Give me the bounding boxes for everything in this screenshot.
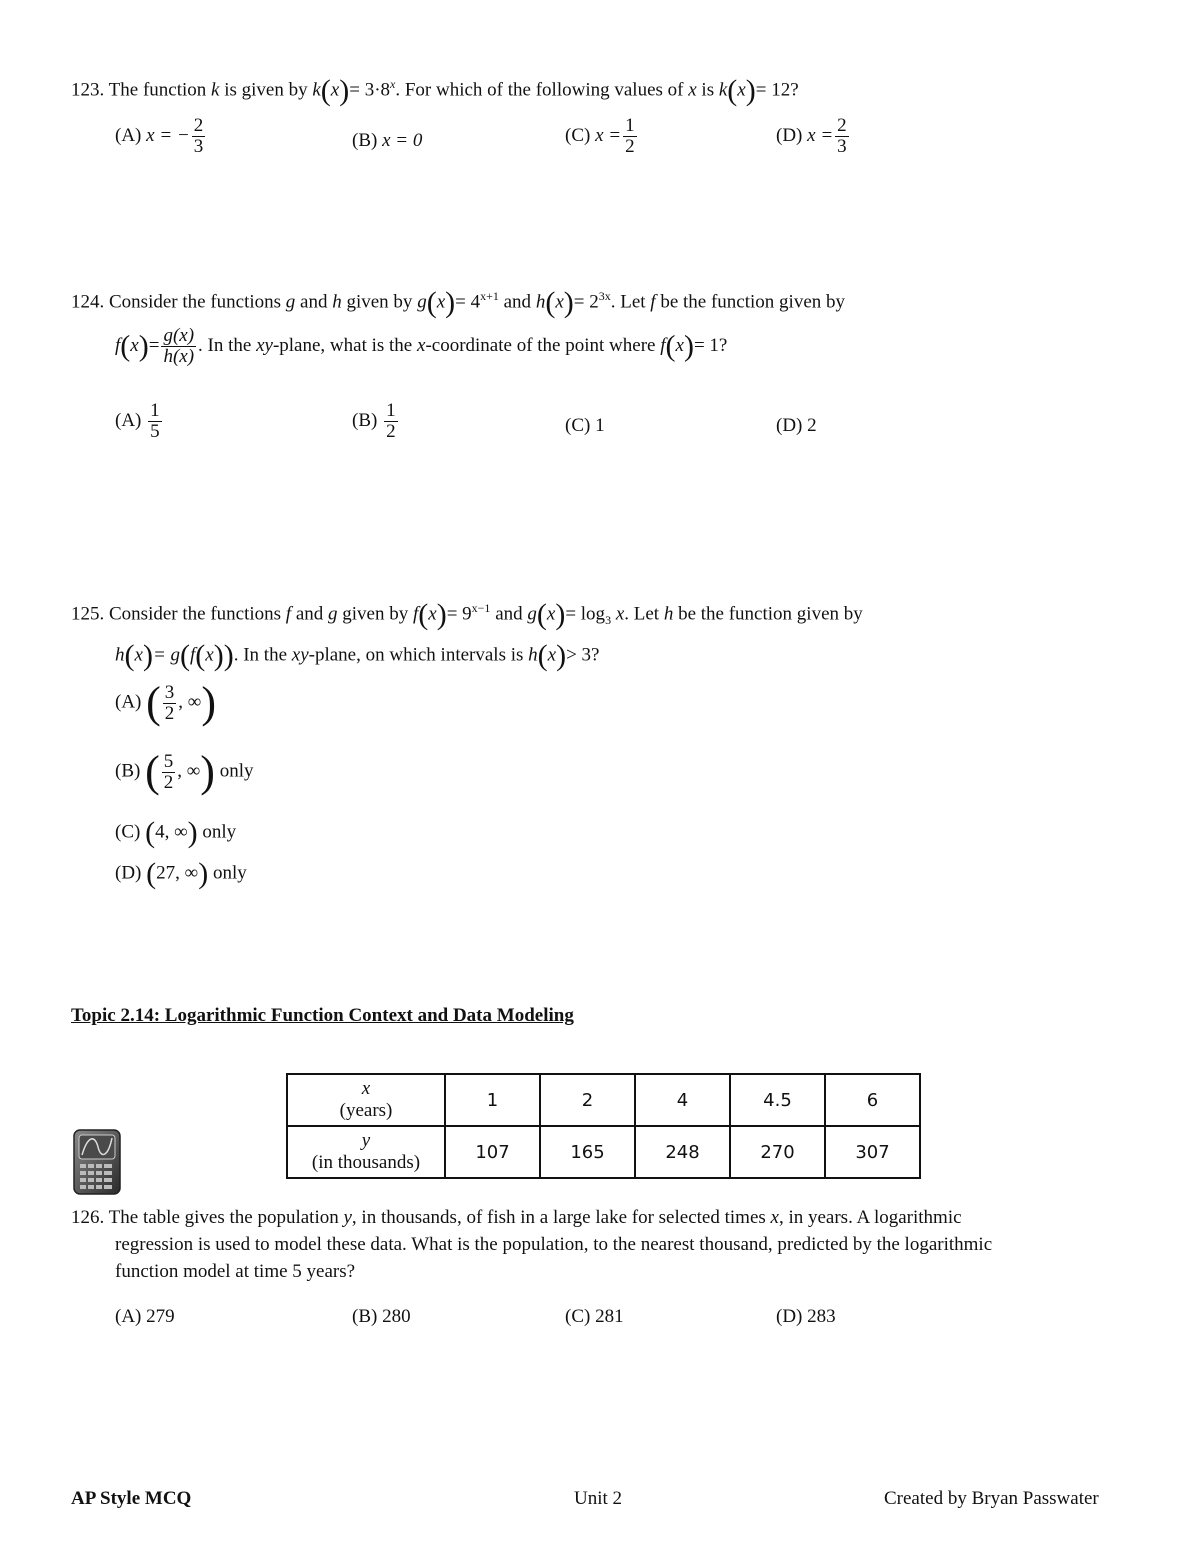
q126-stem-line3: function model at time 5 years? [115,1261,356,1282]
table-cell: 1 [445,1074,540,1126]
q123-number: 123. [71,79,105,101]
q124-choice-b[interactable]: (B) $\frac{1}{2}$ [352,400,396,442]
q123-choice-b[interactable]: (B) x = 0 [352,130,423,151]
table-cell: 6 [825,1074,920,1126]
q126-choice-d[interactable]: (D) 283 [776,1306,836,1327]
table-cell: 4 [635,1074,730,1126]
q123-choice-a[interactable]: (A) x = − $\frac{2}{3}$ [115,115,204,157]
q126-number: 126. [71,1207,105,1228]
q123-choice-d[interactable]: (D) x = $\frac{2}{3}$ [776,115,847,157]
q123-stem: 123. The function k is given by $k(x)= 3\cdot 8^x$. For which of the following values of x is k(x)= 12? [71,74,799,107]
q126-stem-line2: regression is used to model these data. What is the population, to the nearest thousand, predicted by the logarithmic [115,1234,993,1255]
q126-stem-line1: 126. The table gives the population y, in thousands, of fish in a large lake for selected times x, in years. A logarithmic [71,1207,962,1228]
table-cell: 4.5 [730,1074,825,1126]
q125-choice-b[interactable]: (B) ( $\frac{5}{2}$ , ∞) only [115,747,254,796]
q126-choice-b[interactable]: (B) 280 [352,1306,411,1327]
q124-choice-c[interactable]: (C) 1 [565,415,605,436]
footer-center: Unit 2 [574,1488,623,1509]
table-cell: 165 [540,1126,635,1178]
q125-choice-a[interactable]: (A) ( $\frac{3}{2}$ , ∞) [115,678,216,727]
topic-heading: Topic 2.14: Logarithmic Function Context and Data Modeling [71,1005,574,1026]
table-cell: 248 [635,1126,730,1178]
data-table [286,1073,921,1179]
q125-stem-line1: 125. Consider the functions f and g given by $f(x)= 9^{x-1}$ and $g(x)= \log_3 x$. Let h be the function given by [71,598,863,631]
q125-choice-d[interactable]: (D) (27, ∞) only [115,857,247,890]
table-cell: 2 [540,1074,635,1126]
q126-choice-c[interactable]: (C) 281 [565,1306,624,1327]
q124-choice-a[interactable]: (A) $\frac{1}{5}$ [115,400,160,442]
q126-choice-a[interactable]: (A) 279 [115,1306,175,1327]
calculator-icon [73,1129,121,1201]
y-header: y (in thousands) [287,1126,445,1178]
table-row [287,1074,920,1126]
q123-choice-c[interactable]: (C) x = $\frac{1}{2}$ [565,115,635,157]
q125-stem-line2: h(x)= g(f(x)). In the xy-plane, on which intervals is h(x)> 3? [115,639,600,672]
q125-number: 125. [71,603,105,625]
table-row [287,1126,920,1178]
q124-choice-d[interactable]: (D) 2 [776,415,817,436]
footer-left: AP Style MCQ [71,1488,192,1509]
q125-choice-c[interactable]: (C) (4, ∞) only [115,816,237,849]
table-cell: 270 [730,1126,825,1178]
table-cell: 307 [825,1126,920,1178]
q124-number: 124. [71,291,105,313]
q124-stem-line2: f(x)= $\frac{g(x)}{h(x)}$ . In the xy-plane, what is the x-coordinate of the point where f(x)= 1? [115,325,728,367]
q124-stem-line1: 124. Consider the functions g and h given by $g(x)= 4^{x+1}$ and $h(x)= 2^{3x}$. Let f be the function given by [71,286,846,319]
x-header: x (years) [287,1074,445,1126]
table-cell: 107 [445,1126,540,1178]
footer-right: Created by Bryan Passwater [884,1488,1099,1509]
